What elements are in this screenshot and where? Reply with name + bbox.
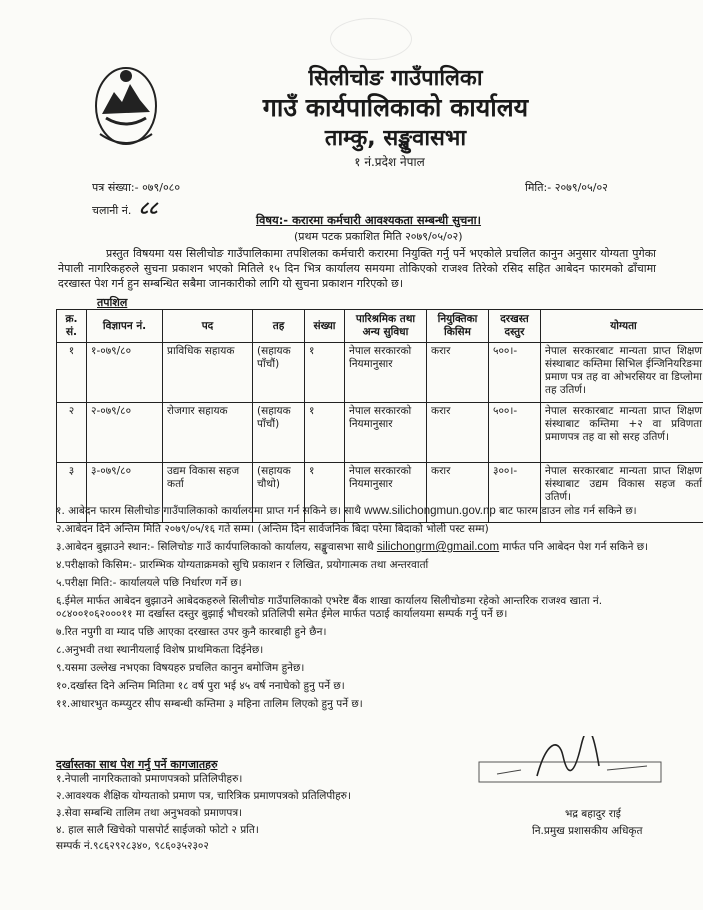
note-text: १. आबेदन फारम सिलीचोङ गाउँपालिकाको कार्यालयमा प्राप्त गर्न सकिने छ। साथै xyxy=(56,505,365,517)
document-item: १.नेपाली नागरिकताको प्रमाणपत्रको प्रतिलिपीहरु। xyxy=(56,773,243,785)
signatory-name: भद्र बहादुर राई xyxy=(565,808,621,820)
header-cell: तह xyxy=(253,310,305,343)
note-item: ५.परीक्षा मिति:- कार्यालयले पछि निर्धारण गर्ने छ। xyxy=(56,577,242,589)
dispatch-number-row xyxy=(92,196,158,220)
email-link[interactable]: silichongrm@gmail.com xyxy=(376,541,500,553)
note-item: ४.परीक्षाको किसिम:- प्रारम्भिक योग्यताक्रमको सुचि प्रकाशन र लिखित, प्रयोगात्मक तथा अन्तरवार्ता xyxy=(56,559,429,571)
table-cell: नेपाल सरकारको नियमानुसार xyxy=(345,343,427,403)
note-item: ७.रित नपुगी वा म्याद पछि आएका दरखास्त उपर कुनै कारबाही हुने छैन। xyxy=(56,626,327,638)
table-cell: नेपाल सरकारबाट मान्यता प्राप्त शिक्षण संस्थाबाट उद्यम विकास सहज कर्ता उतिर्ण। xyxy=(541,463,703,523)
table-cell: (सहायक पाँचौं) xyxy=(253,403,305,463)
document-item: ४. हाल सालै खिचेको पासपोर्ट साईजको फोटो २ प्रति। xyxy=(56,824,259,836)
header-cell: दरखस्त दस्तुर xyxy=(489,310,541,343)
publication-date: (प्रथम पटक प्रकाशित मिति २०७९/०५/०२) xyxy=(294,230,463,243)
notes-list xyxy=(56,505,662,716)
dispatch-number: ८८ xyxy=(138,198,158,219)
table-cell: ५००।- xyxy=(489,343,541,403)
table-cell: नेपाल सरकारबाट मान्यता प्राप्त शिक्षण संस्थाबाट कम्तिमा +२ वा प्रविणता प्रमाणपत्र तह वा सो सरह उतिर्ण। xyxy=(541,403,703,463)
table-cell: नेपाल सरकारको नियमानुसार xyxy=(345,403,427,463)
province-name: १ नं.प्रदेश नेपाल xyxy=(354,155,425,169)
document-item: ३.सेवा सम्बन्धि तालिम तथा अनुभवको प्रमाणपत्र। xyxy=(56,807,243,819)
municipality-name: सिलीचोङ गाउँपालिका xyxy=(308,66,483,91)
intro-paragraph: प्रस्तुत विषयमा यस सिलीचोङ गाउँपालिकामा तपशिलका कर्मचारी करारमा नियुक्ति गर्नु पर्ने भएकोले प्रचलित कानुन अनुसार योग्यता पुगेका नेपाली नागरिकहरुले सुचना प्रकाशन भएको मितिले १५ दिन भित्र कार्यालय समयमा तोकिएको राजश्व तिरेको रसिद सहित आबेदन फारमको ढाँचामा दरखास्त पेश गर्न हुन सम्बन्धित सबैमा जानकारीको लागि यो सुचना प्रकाशन गरिएको छ। xyxy=(58,247,656,290)
table-header-row xyxy=(57,310,703,343)
table-cell: उद्यम विकास सहज कर्ता xyxy=(163,463,253,523)
table-cell: नेपाल सरकारबाट मान्यता प्राप्त शिक्षण संस्थाबाट कम्तिमा सिभिल ईन्जिनियरिङमा प्रमाण पत्र तह वा ओभरसियर वा डिप्लोमा तह उतिर्ण। xyxy=(541,343,703,403)
header-cell: विज्ञापन नं. xyxy=(87,310,163,343)
note-item: ११.आधारभुत कम्प्युटर सीप सम्बन्धी कम्तिमा ३ महिना तालिम लिएको हुनु पर्ने छ। xyxy=(56,698,363,710)
office-name: गाउँ कार्यपालिकाको कार्यालय xyxy=(262,93,529,122)
table-cell: करार xyxy=(427,463,489,523)
table-cell: रोजगार सहायक xyxy=(163,403,253,463)
website-link[interactable]: www.silichongmun.gov.np xyxy=(364,505,496,517)
table-cell: ५००।- xyxy=(489,403,541,463)
table-cell: करार xyxy=(427,343,489,403)
header-cell: योग्यता xyxy=(541,310,703,343)
table-cell: (सहायक चौथो) xyxy=(253,463,305,523)
contact-numbers: सम्पर्क नं.९८६२९२८३४०, ९८६०३५२३०२ xyxy=(56,840,209,852)
note-item: ८.अनुभवी तथा स्थानीयलाई विशेष प्राथमिकता दिईनेछ। xyxy=(56,644,264,656)
note-item xyxy=(56,505,662,518)
notice-subject: विषय:- करारमा कर्मचारी आवश्यकता सम्बन्धी सुचना। xyxy=(256,213,482,227)
table-cell: प्राविधिक सहायक xyxy=(163,343,253,403)
note-item: २.आबेदन दिने अन्तिम मिति २०७९/०५/१६ गते सम्म। (अन्तिम दिन सार्वजनिक बिदा परेमा बिदाको भोली पस्ट सम्म) xyxy=(56,523,489,535)
header-cell: नियुक्तिका किसिम xyxy=(427,310,489,343)
table-row xyxy=(57,403,703,463)
note-text: मार्फत पनि आबेदन पेश गर्न सकिने छ। xyxy=(499,541,649,553)
note-item: ९.यसमा उल्लेख नभएका विषयहरु प्रचलित कानुन बमोजिम हुनेछ। xyxy=(56,662,305,674)
table-label: तपशिल xyxy=(97,296,128,309)
vacancy-table xyxy=(56,309,703,523)
table-cell: ३००।- xyxy=(489,463,541,523)
note-text: बाट फारम डाउन लोड गर्न सकिने छ। xyxy=(495,505,637,517)
dispatch-label: चलानी नं. xyxy=(92,204,132,217)
table-cell: १ xyxy=(305,403,345,463)
documents-title: दर्खास्तका साथ पेश गर्नु पर्ने कागजातहरु xyxy=(56,758,218,771)
signature-stamp-icon xyxy=(477,736,663,786)
document-item: २.आवश्यक शैक्षिक योग्यताको प्रमाण पत्र, चारित्रिक प्रमाणपत्रको प्रतिलिपीहरु। xyxy=(56,790,351,802)
table-cell: नेपाल सरकारको नियमानुसार xyxy=(345,463,427,523)
table-row xyxy=(57,343,703,403)
notice-date: मिति:- २०७९/०५/०२ xyxy=(525,181,608,194)
header-cell: संख्या xyxy=(305,310,345,343)
table-cell: २-०७९/८० xyxy=(87,403,163,463)
office-address: ताम्कु, सङ्खुवासभा xyxy=(324,126,467,151)
note-item: ६.ईमेल मार्फत आबेदन बुझाउने आबेदकहरुले सिलीचोङ गाउँपालिकाको एभरेष्ट बैंक शाखा कार्यालय सिलीचोङमा रहेको आन्तरिक राजश्व खाता नं. ०८४००१०६२०००११ मा दर्खास्त दस्तुर बुझाई भौचरको प्रतिलिपी समेत ईमेल मार्फत पठाई कार्यालयमा सम्पर्क गर्नु पर्ने छ। xyxy=(56,595,603,620)
table-cell: ३ xyxy=(57,463,87,523)
header-cell: पद xyxy=(163,310,253,343)
header-cell: क्र. सं. xyxy=(57,310,87,343)
letter-number: पत्र संख्या:- ०७९/०८० xyxy=(92,181,181,194)
note-item xyxy=(56,541,662,554)
table-cell: (सहायक पाँचौं) xyxy=(253,343,305,403)
faint-stamp-mark xyxy=(330,18,412,60)
signatory-title: नि.प्रमुख प्रशासकीय अधिकृत xyxy=(532,825,643,837)
table-cell: १ xyxy=(305,343,345,403)
table-cell: ३-०७९/८० xyxy=(87,463,163,523)
table-cell: १ xyxy=(305,463,345,523)
header-cell: पारिश्रमिक तथा अन्य सुविधा xyxy=(345,310,427,343)
note-text: ३.आबेदन बुझाउने स्थान:- सिलिचोङ गाउँ कार्यपालिकाको कार्यालय, सङ्खुवासभा साथै xyxy=(56,541,377,553)
table-cell: १-०७९/८० xyxy=(87,343,163,403)
note-item: १०.दर्खास्त दिने अन्तिम मितिमा १८ वर्ष पुरा भई ४५ वर्ष ननाघेको हुनु पर्ने छ। xyxy=(56,680,345,692)
table-cell: १ xyxy=(57,343,87,403)
table-cell: २ xyxy=(57,403,87,463)
table-cell: करार xyxy=(427,403,489,463)
